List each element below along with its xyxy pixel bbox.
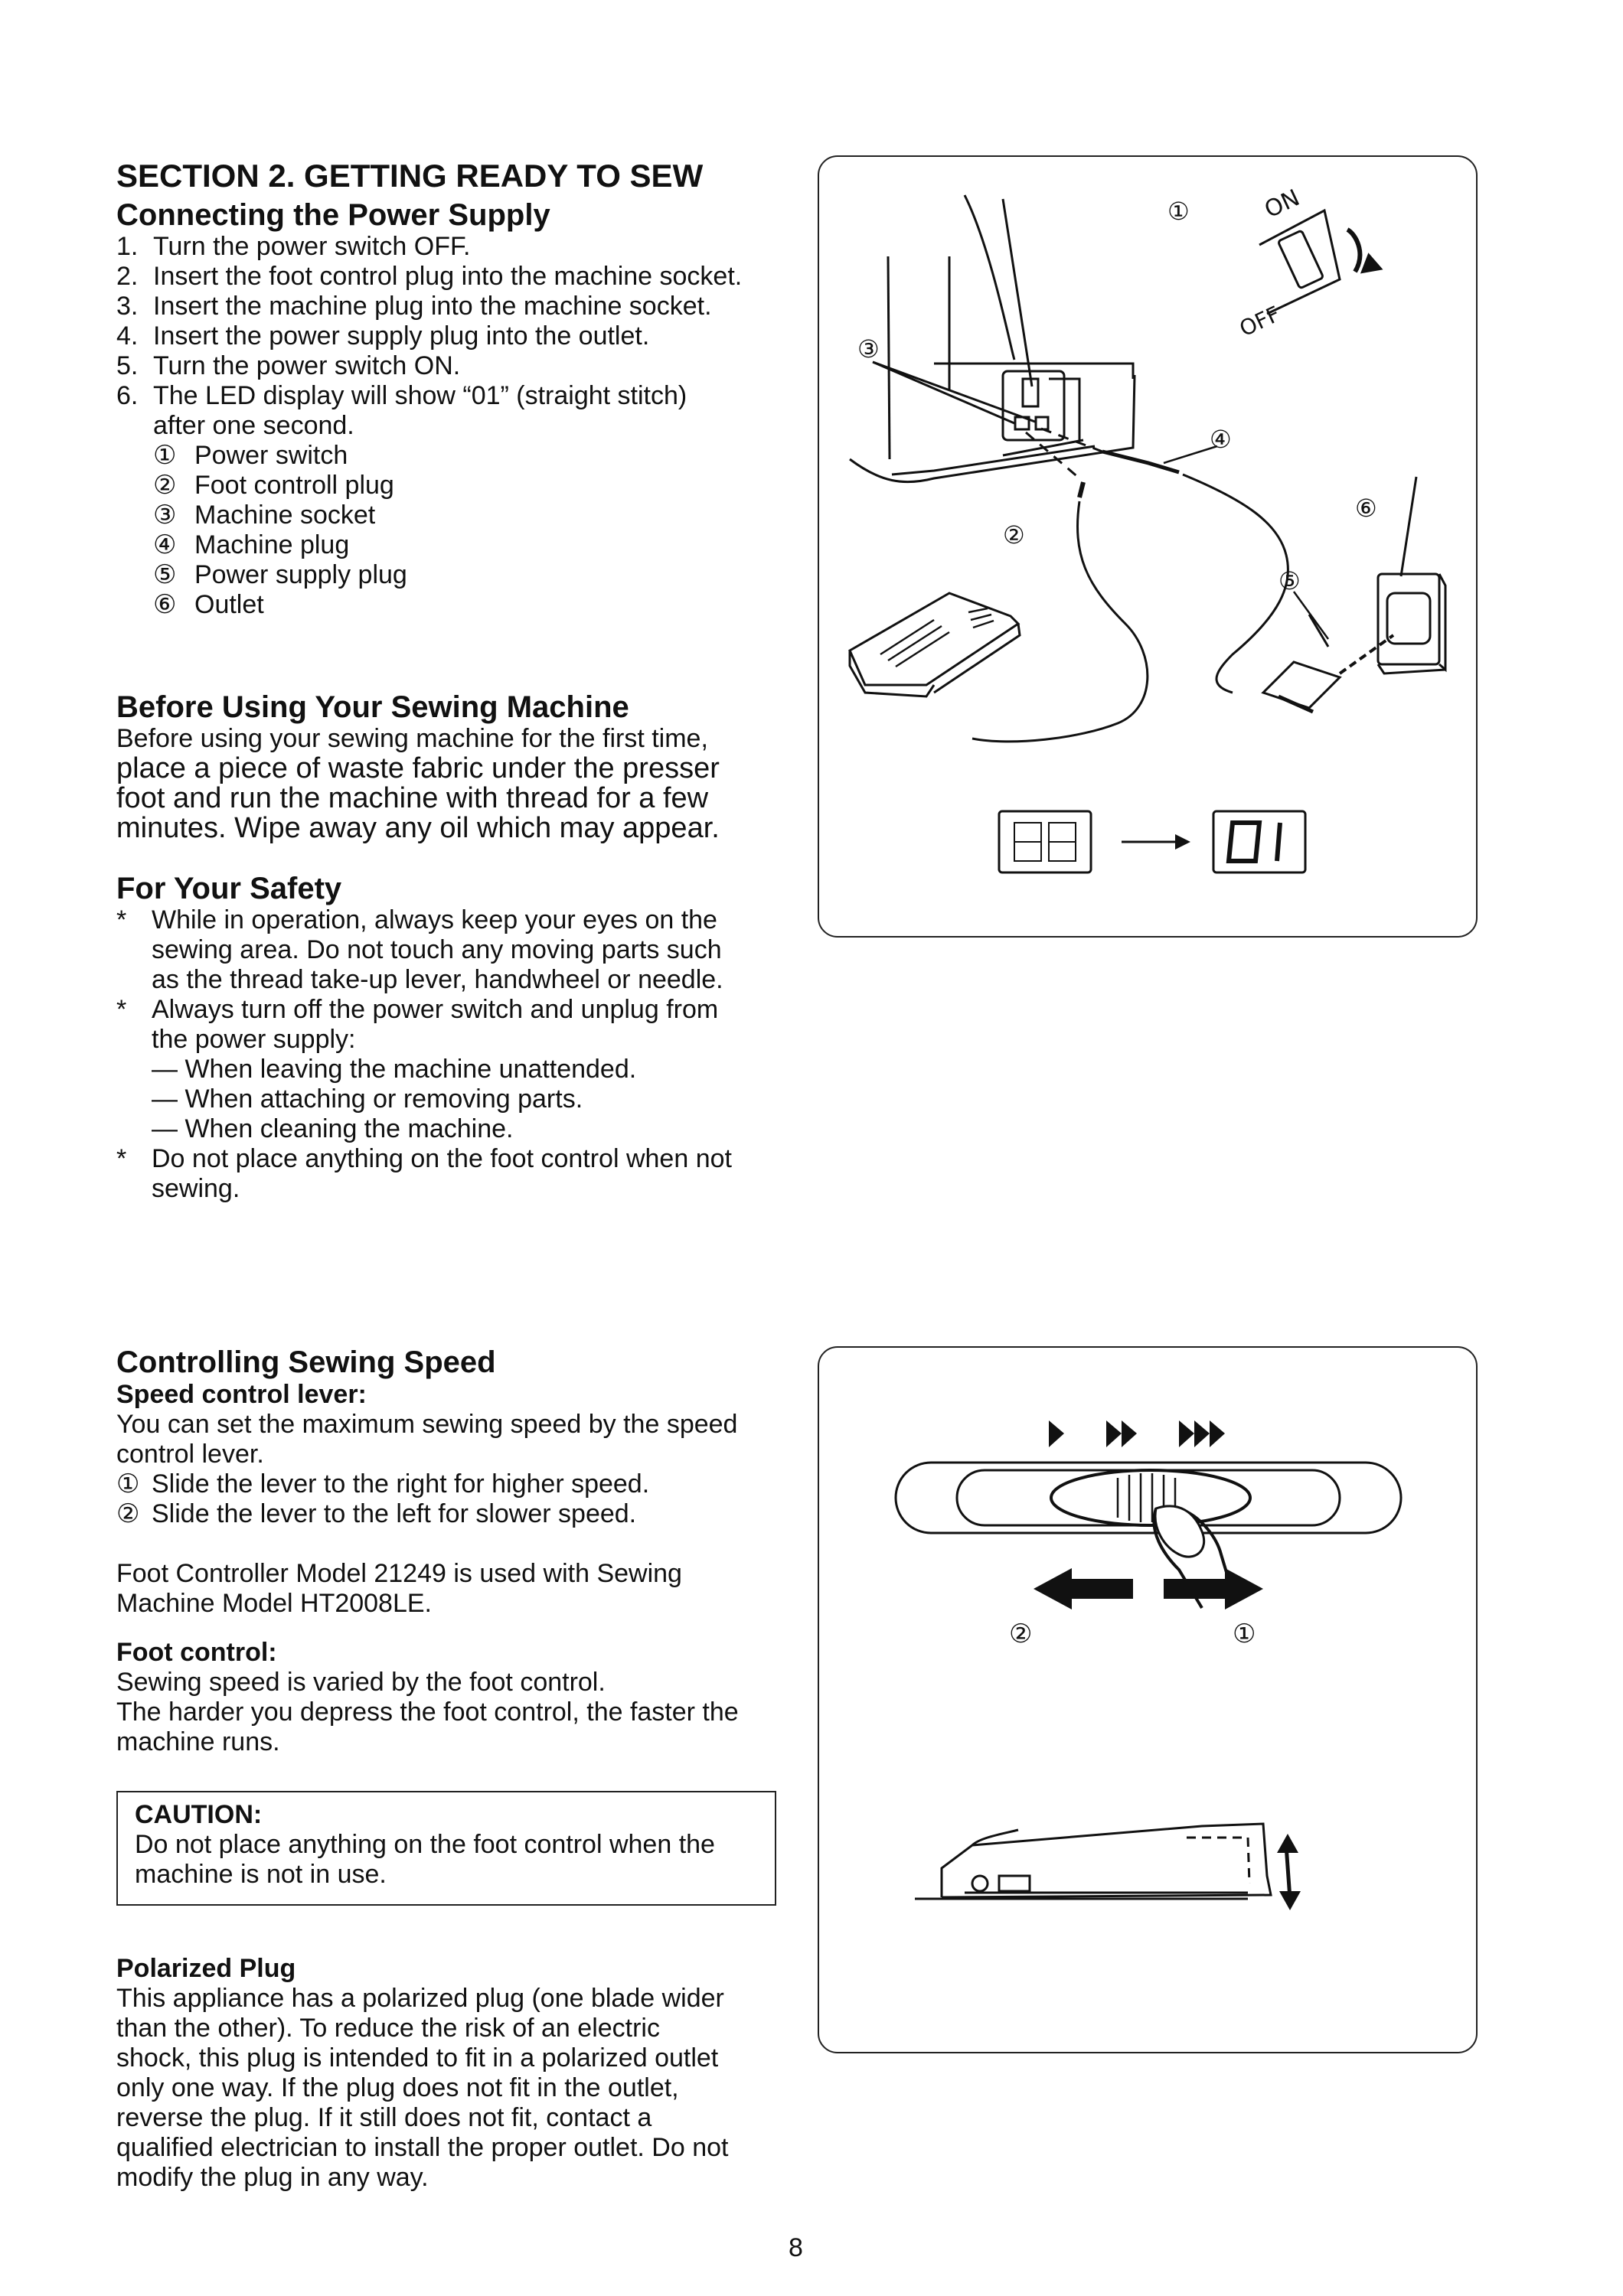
callout-1: ①: [1167, 197, 1190, 226]
speed-fast-icon: [1179, 1420, 1225, 1447]
switch-on-label: ON: [1260, 184, 1305, 224]
page-number: 8: [789, 2233, 803, 2262]
before-text: Before using your sewing machine for the first time, place a piece of waste fabric under the presser foot and run the machine with thread for a few minutes. Wipe away any oil which may appear.: [116, 724, 720, 844]
legend-item: ⑤ Power supply plug: [153, 560, 407, 589]
list-item: * While in operation, always keep your eyes on the: [116, 905, 717, 934]
list-item: after one second.: [153, 411, 354, 440]
legend-item: ③ Machine socket: [153, 501, 376, 530]
power-connection-figure: [818, 155, 1478, 938]
list-item: ① Slide the lever to the right for higher speed.: [116, 1469, 650, 1499]
callout-3: ③: [857, 334, 880, 364]
caution-box: CAUTION: Do not place anything on the foot control when the machine is not in use.: [116, 1791, 776, 1906]
power-connection-diagram: [819, 157, 1476, 936]
section-title: SECTION 2. GETTING READY TO SEW: [116, 158, 704, 194]
legend-item: ⑥ Outlet: [153, 590, 264, 619]
list-item: 2. Insert the foot control plug into the machine socket.: [116, 262, 743, 291]
safety-list: * While in operation, always keep your eyes on the sewing area. Do not touch any moving parts such as the thread take-up lever, handwheel or needle. * Always turn off the power switch and unplug from the power supply: — When leaving the machine unattended. — When attaching or removing parts. — When cleaning the machine. * Do not place anything on the foot control when not sewing.: [116, 905, 805, 1204]
before-title: Before Using Your Sewing Machine: [116, 690, 629, 724]
speed-control-diagram: [819, 1348, 1476, 2052]
legend-item: ② Foot controll plug: [153, 471, 394, 500]
list-item: 4. Insert the power supply plug into the outlet.: [116, 321, 650, 351]
legend-item: ④ Machine plug: [153, 530, 350, 559]
callout-2: ②: [1009, 1619, 1033, 1649]
list-item: * Always turn off the power switch and unplug from: [116, 995, 719, 1024]
callout-6: ⑥: [1355, 494, 1377, 523]
callout-2: ②: [1003, 520, 1025, 550]
callout-5: ⑤: [1278, 566, 1301, 595]
list-item: 3. Insert the machine plug into the machine socket.: [116, 292, 712, 321]
list-item: * Do not place anything on the foot control when not: [116, 1144, 732, 1173]
speed-text: Speed control lever: You can set the maximum sewing speed by the speed control lever. ① Slide the lever to the right for higher speed. ② Slide the lever to the left for slower speed. Foot Controller Model 21249 is used with Sewing Machine Model HT2008LE. Foot control: Sewing speed is varied by the foot control. The harder you depress the foot control, the faster the machine runs.: [116, 1380, 805, 1757]
safety-title: For Your Safety: [116, 872, 342, 905]
speed-slow-icon: [1049, 1420, 1064, 1447]
polarized-section: Polarized Plug This appliance has a polarized plug (one blade wider than the other). To reduce the risk of an electric shock, this plug is intended to fit in a polarized outlet only one way. If the plug does not fit in the outlet, reverse the plug. If it still does not fit, contact a qualified electrician to install the proper outlet. Do not modify the plug in any way.: [116, 1954, 729, 2192]
switch-off-label: OFF: [1236, 301, 1285, 342]
slow-arrow-icon: [1034, 1568, 1133, 1609]
list-item: 5. Turn the power switch ON.: [116, 351, 461, 380]
legend-item: ① Power switch: [153, 441, 348, 470]
speed-medium-icon: [1106, 1420, 1137, 1447]
list-item: 6. The LED display will show “01” (straight stitch): [116, 381, 687, 410]
speed-title: Controlling Sewing Speed: [116, 1345, 496, 1379]
power-steps: [116, 232, 805, 620]
foot-control-side-view: [915, 1824, 1290, 1899]
callout-1: ①: [1233, 1619, 1256, 1649]
speed-control-figure: [818, 1346, 1478, 2053]
power-title: Connecting the Power Supply: [116, 198, 550, 232]
callout-4: ④: [1210, 425, 1232, 454]
list-item: 1. Turn the power switch OFF.: [116, 232, 471, 261]
list-item: ② Slide the lever to the left for slower speed.: [116, 1499, 637, 1528]
fast-arrow-icon: [1164, 1568, 1263, 1609]
